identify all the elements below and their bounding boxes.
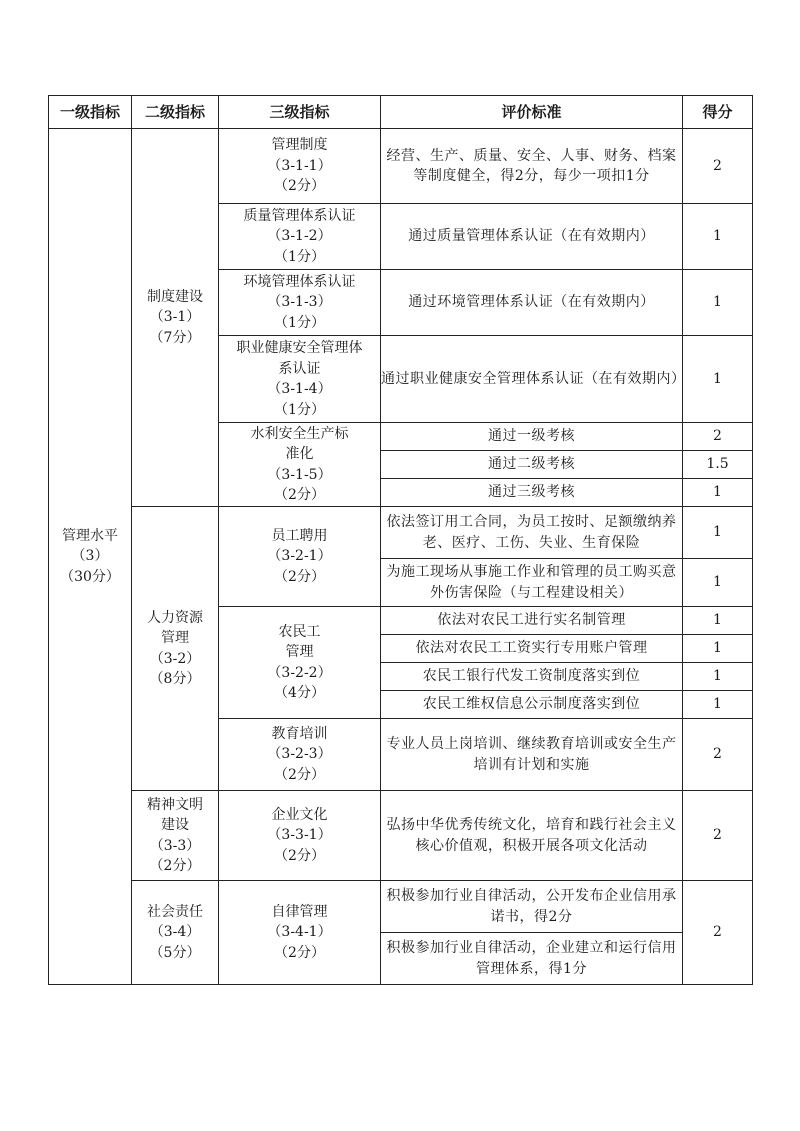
score-cell: 1: [683, 270, 753, 336]
score-cell: 1: [683, 479, 753, 507]
score-cell: 2: [683, 129, 753, 204]
level3-cell: 教育培训 （3-2-3） （2分）: [219, 719, 381, 791]
level3-cell: 水利安全生产标 准化 （3-1-5） （2分）: [219, 423, 381, 507]
score-cell: 2: [683, 423, 753, 451]
table-row: [49, 129, 753, 204]
score-cell: 1: [683, 336, 753, 423]
header-level2: 二级指标: [132, 96, 219, 129]
level3-cell: 职业健康安全管理体 系认证 （3-1-4） （1分）: [219, 336, 381, 423]
criteria-cell: 农民工维权信息公示制度落实到位: [381, 691, 683, 719]
header-criteria: 评价标准: [381, 96, 683, 129]
score-cell: 1: [683, 663, 753, 691]
level3-cell: 环境管理体系认证 （3-1-3） （1分）: [219, 270, 381, 336]
level2-cell: 人力资源 管理 （3-2） （8分）: [132, 507, 219, 791]
score-cell: 1: [683, 635, 753, 663]
level2-cell: 精神文明 建设 （3-3） （2分）: [132, 791, 219, 881]
score-cell: 1: [683, 691, 753, 719]
evaluation-table: [48, 95, 753, 985]
level2-cell: 制度建设 （3-1） （7分）: [132, 129, 219, 507]
score-cell: 1: [683, 607, 753, 635]
criteria-cell: 通过三级考核: [381, 479, 683, 507]
table-row: [49, 881, 753, 933]
level3-cell: 农民工 管理 （3-2-2） （4分）: [219, 607, 381, 719]
table-row: [49, 791, 753, 881]
score-cell: 2: [683, 791, 753, 881]
score-cell: 1.5: [683, 451, 753, 479]
header-level3: 三级指标: [219, 96, 381, 129]
level1-cell: 管理水平 （3） （30分）: [49, 129, 132, 985]
criteria-cell: 农民工银行代发工资制度落实到位: [381, 663, 683, 691]
criteria-cell: 积极参加行业自律活动，企业建立和运行信用管理体系，得1分: [381, 933, 683, 985]
level3-cell: 自律管理 （3-4-1） （2分）: [219, 881, 381, 985]
criteria-cell: 专业人员上岗培训、继续教育培训或安全生产培训有计划和实施: [381, 719, 683, 791]
criteria-cell: 积极参加行业自律活动，公开发布企业信用承诺书，得2分: [381, 881, 683, 933]
score-cell: 1: [683, 559, 753, 607]
header-row: [49, 96, 753, 129]
level3-cell: 企业文化 （3-3-1） （2分）: [219, 791, 381, 881]
criteria-cell: 依法签订用工合同，为员工按时、足额缴纳养老、医疗、工伤、失业、生育保险: [381, 507, 683, 559]
header-level1: 一级指标: [49, 96, 132, 129]
header-score: 得分: [683, 96, 753, 129]
level3-cell: 员工聘用 （3-2-1） （2分）: [219, 507, 381, 607]
score-cell: 1: [683, 507, 753, 559]
criteria-cell: 弘扬中华优秀传统文化，培育和践行社会主义核心价值观，积极开展各项文化活动: [381, 791, 683, 881]
criteria-cell: 通过职业健康安全管理体系认证（在有效期内）: [381, 336, 683, 423]
criteria-cell: 依法对农民工工资实行专用账户管理: [381, 635, 683, 663]
level3-cell: 管理制度 （3-1-1） （2分）: [219, 129, 381, 204]
score-cell: 1: [683, 204, 753, 270]
criteria-cell: 通过环境管理体系认证（在有效期内）: [381, 270, 683, 336]
criteria-cell: 通过一级考核: [381, 423, 683, 451]
criteria-cell: 通过二级考核: [381, 451, 683, 479]
level3-cell: 质量管理体系认证 （3-1-2） （1分）: [219, 204, 381, 270]
score-cell: 2: [683, 881, 753, 985]
score-cell: 2: [683, 719, 753, 791]
criteria-cell: 依法对农民工进行实名制管理: [381, 607, 683, 635]
criteria-cell: 为施工现场从事施工作业和管理的员工购买意外伤害保险（与工程建设相关）: [381, 559, 683, 607]
criteria-cell: 通过质量管理体系认证（在有效期内）: [381, 204, 683, 270]
level2-cell: 社会责任 （3-4） （5分）: [132, 881, 219, 985]
criteria-cell: 经营、生产、质量、安全、人事、财务、档案等制度健全，得2分，每少一项扣1分: [381, 129, 683, 204]
table-row: [49, 507, 753, 559]
